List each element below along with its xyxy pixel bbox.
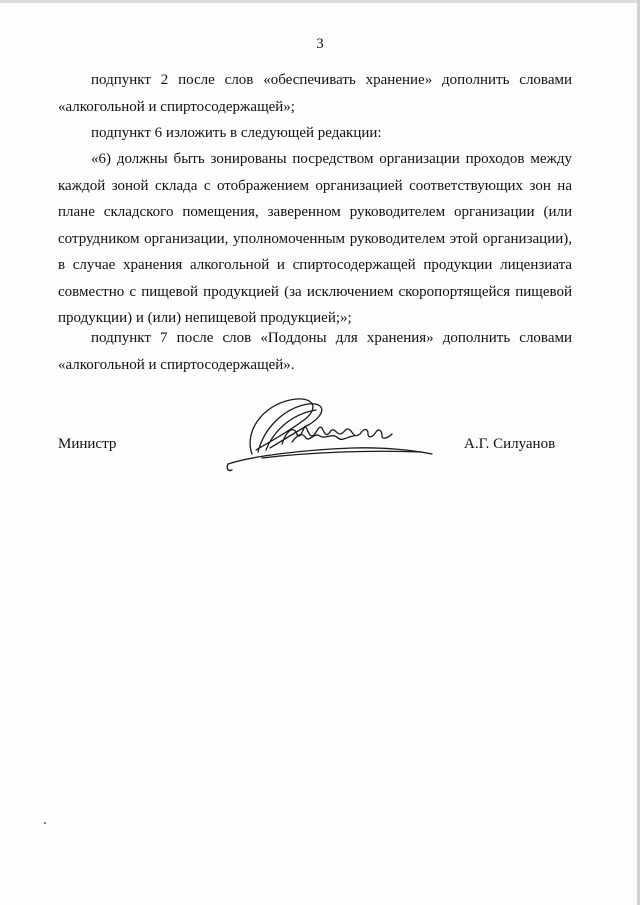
signatory-name: А.Г. Силуанов: [464, 436, 556, 452]
handwritten-signature: [222, 392, 437, 477]
paragraph-subpoint-6-text: «6) должны быть зонированы посредством организации проходов между каждой зоной склада с отображением организацией соответствующих зон на плане складского помещения, заверенном руководителем организации (или сотрудником организации, уполномоченным руководителем этой организации), в случае хранения алкогольной и спиртосодержащей продукции лицензиата совместно с пищевой продукцией (за исключением скоропортящейся пищевой продукции) и (или) непищевой продукцией;»;: [58, 151, 572, 326]
page-number: 3: [316, 36, 324, 52]
paragraph-subpoint-7: подпункт 7 после слов «Поддоны для хранения» дополнить словами «алкогольной и спиртосодержащей».: [58, 330, 572, 373]
paragraph-subpoint-2: подпункт 2 после слов «обеспечивать хранение» дополнить словами «алкогольной и спиртосодержащей»;: [58, 72, 572, 115]
signatory-title: Министр: [58, 436, 117, 452]
scan-edge-top: [0, 0, 640, 3]
paragraph-subpoint-6-intro: подпункт 6 изложить в следующей редакции:: [91, 125, 382, 141]
scan-speck: [44, 822, 46, 824]
